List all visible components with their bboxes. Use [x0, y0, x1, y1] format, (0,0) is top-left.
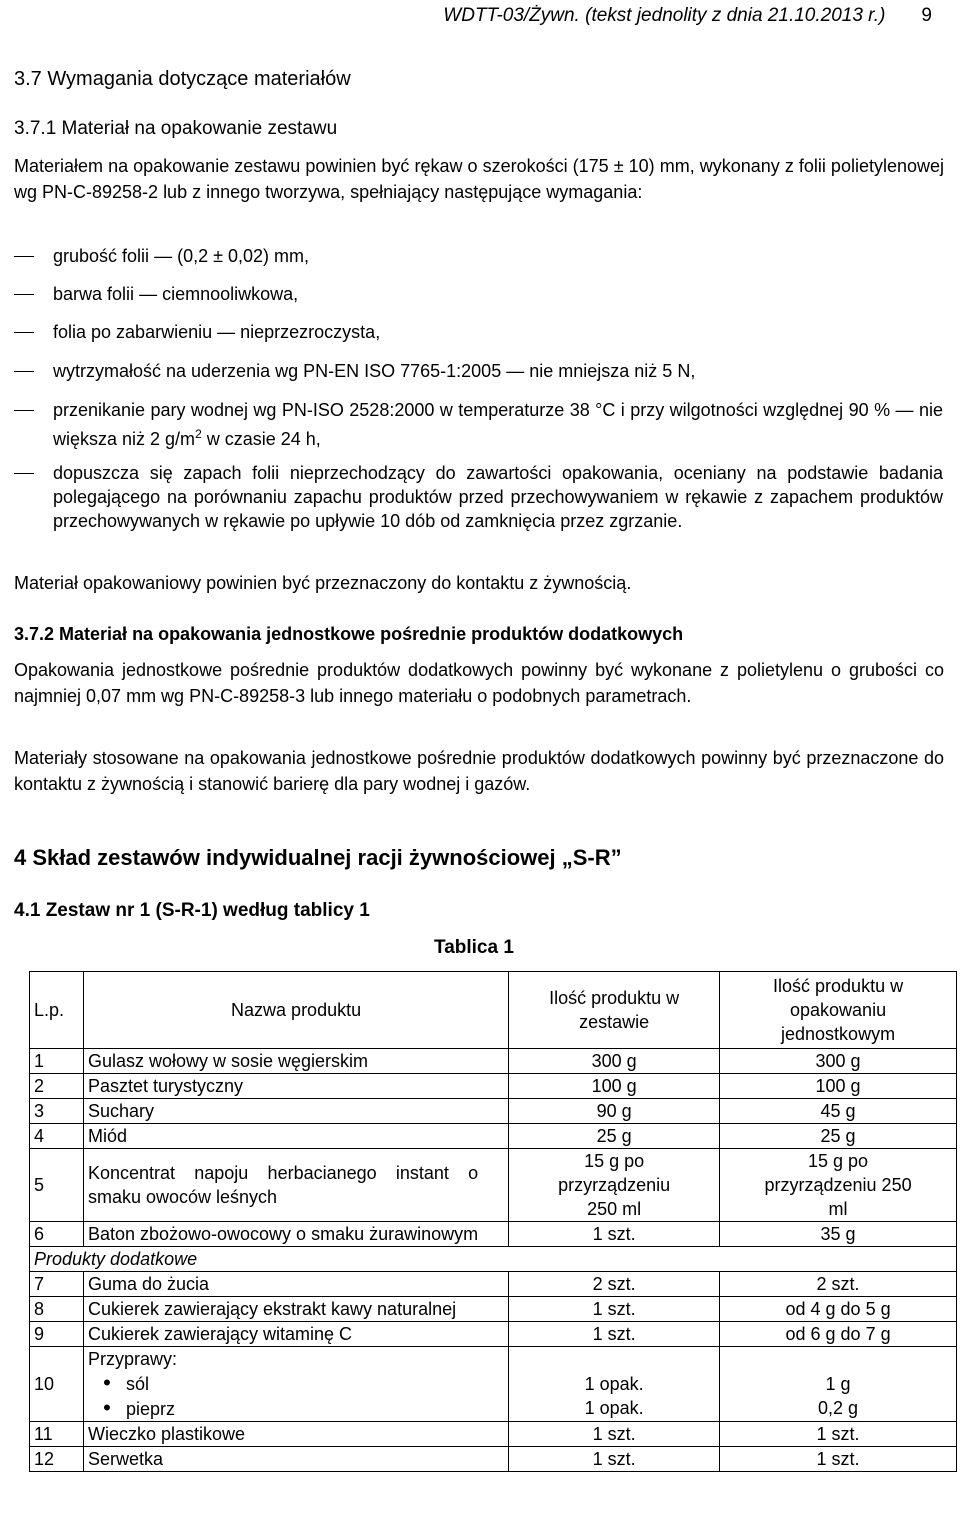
cell-lp: 8 — [30, 1297, 84, 1322]
section-3-7-1-title: 3.7.1 Materiał na opakowanie zestawu — [14, 118, 338, 139]
requirement-item — [53, 320, 943, 344]
cell-lp: 3 — [30, 1099, 84, 1124]
cell-unit: od 6 g do 7 g — [720, 1322, 957, 1347]
cell-name: Serwetka — [83, 1447, 508, 1472]
requirement-value: nie mniejsza niż 5 N, — [529, 361, 696, 381]
spice-salt: sól — [125, 1374, 149, 1394]
table-row — [30, 1272, 957, 1297]
cell-lp: 5 — [30, 1149, 84, 1222]
cell-lp: 10 — [30, 1347, 84, 1422]
requirement-label: wytrzymałość na uderzenia wg PN-EN ISO 7765-1:2005 — [53, 361, 502, 381]
dash-bullet — [14, 332, 34, 333]
cell-name: Wieczko plastikowe — [83, 1422, 508, 1447]
table-row — [30, 1124, 957, 1149]
dash-bullet — [14, 410, 34, 411]
section-3-7-1-closing: Materiał opakowaniowy powinien być przeznaczony do kontaktu z żywnością. — [14, 573, 632, 593]
list-item — [88, 1396, 504, 1421]
table-row — [30, 1222, 957, 1247]
cell-name: Pasztet turystyczny — [83, 1074, 508, 1099]
dash-bullet — [14, 371, 34, 372]
extra-products-header: Produkty dodatkowe — [30, 1247, 957, 1272]
cell-set: 300 g — [509, 1049, 720, 1074]
cell-set: 90 g — [509, 1099, 720, 1124]
cell-unit: 25 g — [720, 1124, 957, 1149]
requirement-item — [53, 359, 943, 383]
dash-bullet — [14, 473, 34, 474]
table-row — [30, 1347, 957, 1422]
cell-set: 25 g — [509, 1124, 720, 1149]
product-table — [29, 971, 957, 1472]
cell-unit: 45 g — [720, 1099, 957, 1124]
cell-unit: 1 szt. — [720, 1422, 957, 1447]
section-4-1-title: 4.1 Zestaw nr 1 (S-R-1) według tablicy 1 — [14, 900, 370, 921]
superscript: 2 — [195, 427, 202, 441]
list-item — [88, 1371, 504, 1396]
table-row — [30, 1149, 957, 1222]
cell-name: Koncentrat napoju herbacianego instant o smaku owoców leśnych — [83, 1149, 508, 1222]
cell-unit: 100 g — [720, 1074, 957, 1099]
table-header-row — [30, 972, 957, 1049]
cell-lp: 7 — [30, 1272, 84, 1297]
cell-name: Cukierek zawierający ekstrakt kawy naturalnej — [83, 1297, 508, 1322]
header-lp: L.p. — [30, 972, 84, 1049]
cell-set: 2 szt. — [509, 1272, 720, 1297]
cell-unit: 35 g — [720, 1222, 957, 1247]
cell-lp: 1 — [30, 1049, 84, 1074]
requirement-value: nie większa niż 2 g/m — [53, 400, 943, 449]
unit-pepper: 0,2 g — [818, 1398, 859, 1418]
table-row — [30, 1074, 957, 1099]
cell-name: Suchary — [83, 1099, 508, 1124]
spices-list — [88, 1371, 504, 1421]
requirement-item — [53, 282, 943, 306]
table-row — [30, 1322, 957, 1347]
header-title: WDTT-03/Żywn. (tekst jednolity z dnia 21.10.2013 r.) — [443, 5, 886, 26]
requirement-label: folia po zabarwieniu — [53, 322, 213, 342]
dash-bullet — [14, 256, 34, 257]
requirement-label: barwa folii — [53, 284, 135, 304]
header-set-qty: Ilość produktu w zestawie — [509, 972, 720, 1049]
requirement-item — [53, 398, 943, 451]
table-row — [30, 1099, 957, 1124]
header-unit-qty: Ilość produktu w opakowaniu jednostkowym — [720, 972, 957, 1049]
cell-lp: 2 — [30, 1074, 84, 1099]
requirement-value: ciemnooliwkowa, — [162, 284, 299, 304]
cell-unit — [720, 1347, 957, 1422]
dash: — — [506, 361, 525, 381]
cell-unit: od 4 g do 5 g — [720, 1297, 957, 1322]
dash: — — [139, 284, 158, 304]
requirement-item — [53, 244, 943, 268]
spice-pepper: pieprz — [125, 1399, 175, 1419]
cell-set: 1 szt. — [509, 1447, 720, 1472]
table-subheader-row — [30, 1247, 957, 1272]
section-3-7-2-paragraph-1: Opakowania jednostkowe pośrednie produktów dodatkowych powinny być wykonane z polietylenu o grubości co najmniej 0,07 mm wg PN-C-89258-3 lub innego materiału o podobnych parametrach. — [14, 660, 944, 706]
requirement-label: przenikanie pary wodnej wg PN-ISO 2528:2000 w temperaturze 38 °C i przy wilgotności względnej 90 % — [53, 400, 891, 420]
set-pepper: 1 opak. — [584, 1398, 644, 1418]
page-number: 9 — [921, 5, 932, 26]
table-row — [30, 1297, 957, 1322]
cell-name: Baton zbożowo-owocowy o smaku żurawinowym — [83, 1222, 508, 1247]
cell-name: Cukierek zawierający witaminę C — [83, 1322, 508, 1347]
cell-name: Miód — [83, 1124, 508, 1149]
requirement-item: dopuszcza się zapach folii nieprzechodzący do zawartości opakowania, oceniany na podstawie badania polegającego na porównaniu zapachu produktów przed przechowywaniem w rękawie z zapachem produktów przechowywanych w rękawie po upływie 10 dób od zamknięcia przez zgrzanie. — [53, 463, 943, 531]
cell-lp: 6 — [30, 1222, 84, 1247]
cell-set — [509, 1347, 720, 1422]
requirement-value: nieprzezroczysta, — [240, 322, 381, 342]
dash: — — [154, 246, 173, 266]
cell-lp: 11 — [30, 1422, 84, 1447]
cell-set: 100 g — [509, 1074, 720, 1099]
cell-lp: 9 — [30, 1322, 84, 1347]
section-4-title: 4 Skład zestawów indywidualnej racji żywnościowej „S-R” — [14, 845, 622, 870]
header-name: Nazwa produktu — [83, 972, 508, 1049]
cell-set: 1 szt. — [509, 1422, 720, 1447]
requirement-label: grubość folii — [53, 246, 150, 266]
cell-unit: 1 szt. — [720, 1447, 957, 1472]
cell-set: 1 szt. — [509, 1297, 720, 1322]
running-header — [443, 5, 932, 27]
requirement-tail: w czasie 24 h, — [201, 429, 321, 449]
spices-label: Przyprawy: — [87, 1349, 177, 1369]
dash: — — [217, 322, 236, 342]
table-row — [30, 1422, 957, 1447]
cell-lp: 12 — [30, 1447, 84, 1472]
section-3-7-2-paragraph-2: Materiały stosowane na opakowania jednostkowe pośrednie produktów dodatkowych powinny być przeznaczone do kontaktu z żywnością i stanowić barierę dla pary wodnej i gazów. — [14, 748, 944, 794]
cell-name: Guma do żucia — [83, 1272, 508, 1297]
cell-lp: 4 — [30, 1124, 84, 1149]
section-3-7-2-title: 3.7.2 Materiał na opakowania jednostkowe pośrednie produktów dodatkowych — [14, 624, 684, 644]
section-3-7-title: 3.7 Wymagania dotyczące materiałów — [14, 68, 351, 90]
cell-unit: 2 szt. — [720, 1272, 957, 1297]
cell-set: 1 szt. — [509, 1322, 720, 1347]
section-3-7-1-intro: Materiałem na opakowanie zestawu powinien być rękaw o szerokości (175 ± 10) mm, wykonany z folii polietylenowej wg PN-C-89258-2 lub z innego tworzywa, spełniający następujące wymagania: — [14, 156, 944, 202]
cell-unit: 300 g — [720, 1049, 957, 1074]
dash-bullet — [14, 294, 34, 295]
cell-name — [83, 1347, 508, 1422]
table-caption: Tablica 1 — [434, 937, 514, 958]
requirement-value: (0,2 ± 0,02) mm, — [177, 246, 309, 266]
cell-set: 1 szt. — [509, 1222, 720, 1247]
unit-salt: 1 g — [825, 1374, 851, 1394]
dash: — — [895, 400, 914, 420]
cell-unit: 15 g po przyrządzeniu 250 ml — [720, 1149, 957, 1222]
table-row — [30, 1447, 957, 1472]
cell-name: Gulasz wołowy w sosie węgierskim — [83, 1049, 508, 1074]
cell-set: 15 g po przyrządzeniu 250 ml — [509, 1149, 720, 1222]
table-row — [30, 1049, 957, 1074]
set-salt: 1 opak. — [584, 1374, 644, 1394]
